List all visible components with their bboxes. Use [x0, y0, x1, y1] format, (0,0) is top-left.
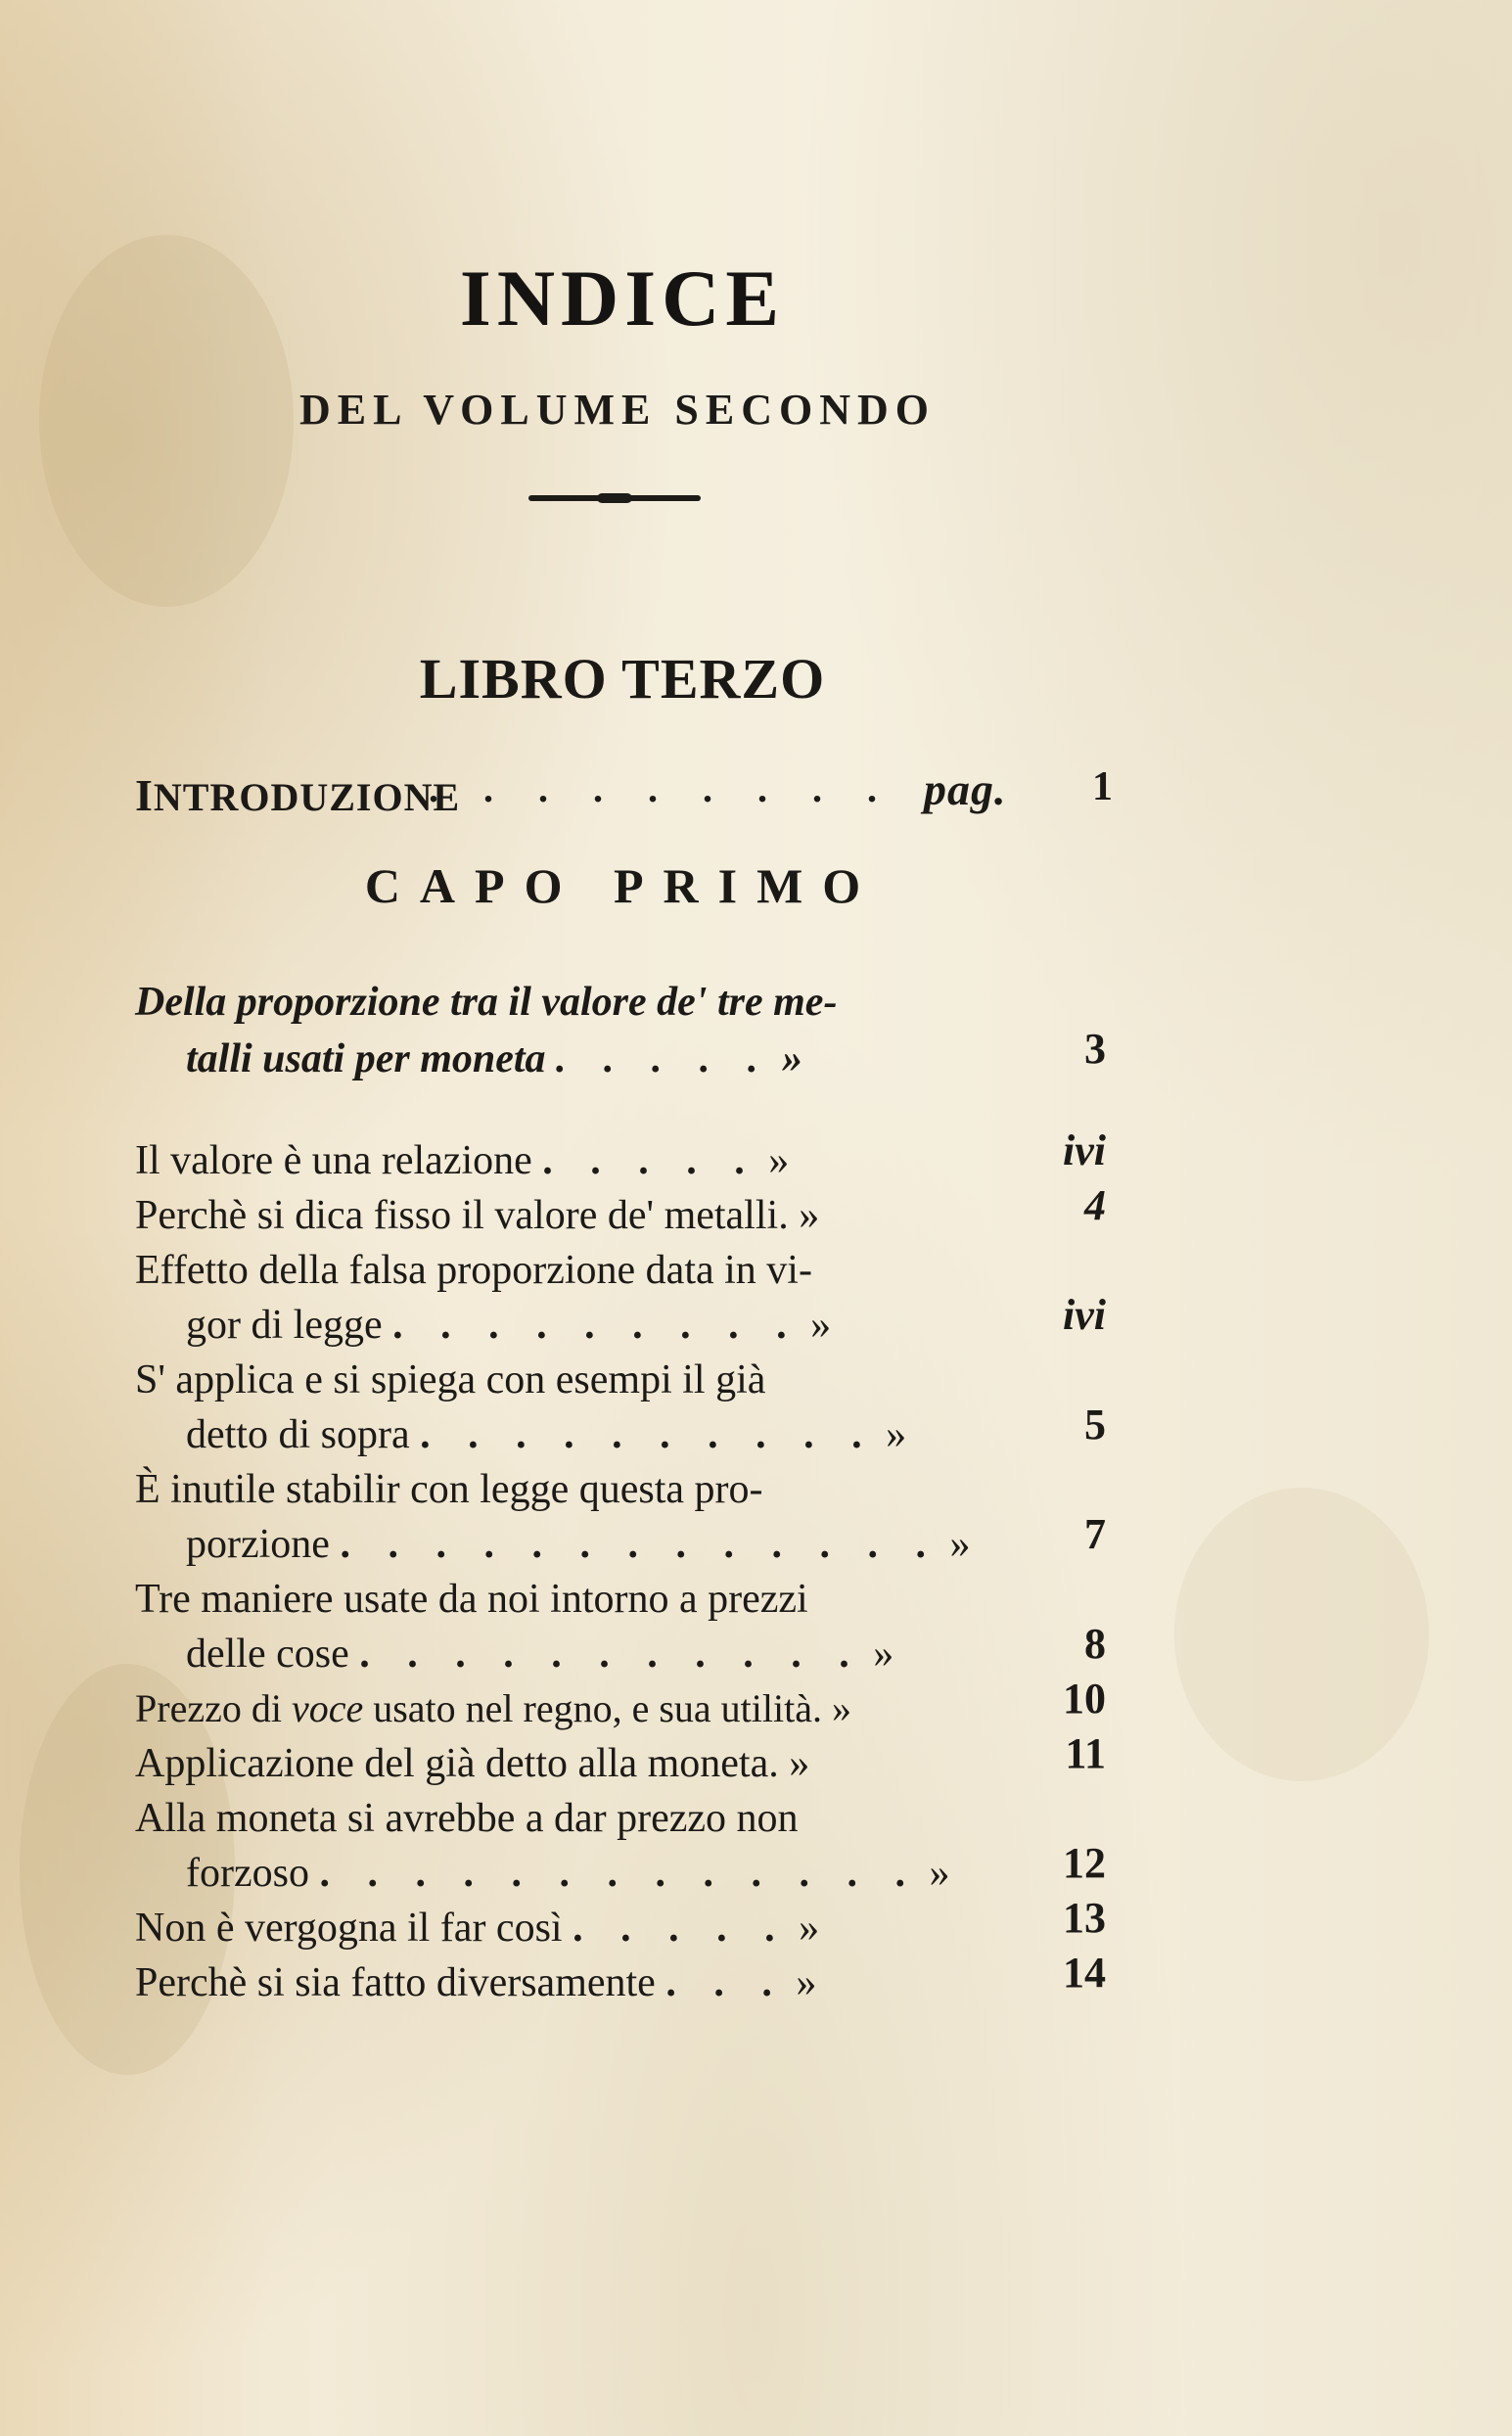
entry-text-continued: detto di sopra . . . . . . . . . . » [186, 1412, 907, 1457]
entry-text: Perchè si sia fatto diversamente . . . » [135, 1960, 817, 2005]
ditto-mark: » [789, 1741, 810, 1786]
ditto-mark: » [886, 1412, 907, 1457]
volume-subtitle: DEL VOLUME SECONDO [299, 386, 936, 434]
page-number: 14 [1063, 1949, 1106, 1997]
ditto-mark: » [768, 1138, 790, 1183]
entry-text-continued: porzione . . . . . . . . . . . . . » [186, 1522, 971, 1567]
introduction-label: INTRODUZIONE [135, 770, 461, 820]
entry-text: Prezzo di voce usato nel regno, e sua utilità. » [135, 1686, 851, 1730]
ditto-mark: » [799, 1906, 820, 1951]
page-number: 5 [1084, 1401, 1106, 1448]
introduction-entry[interactable] [135, 764, 1114, 828]
page-number: 1 [1092, 764, 1114, 809]
pag-label: pag. [924, 764, 1007, 814]
page-number: 4 [1084, 1181, 1106, 1229]
page-number: 10 [1063, 1675, 1106, 1723]
leader-dots: . . . [665, 1960, 786, 2005]
leader-dots: . . . . . [556, 1036, 772, 1081]
entry-text: Tre maniere usate da noi intorno a prezzi [135, 1577, 808, 1622]
entry-text: Il valore è una relazione . . . . . » [135, 1138, 790, 1183]
ditto-mark: » [949, 1522, 971, 1567]
entry-text: S' applica e si spiega con esempi il già [135, 1357, 766, 1402]
chapter-heading: CAPO PRIMO [364, 858, 881, 913]
leader-dots: . . . . . . . . . . . . . [340, 1522, 939, 1567]
entry-text-continued: talli usati per moneta . . . . . » [186, 1036, 803, 1081]
entry-text: Applicazione del già detto alla moneta. » [135, 1741, 810, 1786]
entry-text: Della proporzione tra il valore de' tre me- [135, 980, 838, 1025]
entry-text-continued: delle cose . . . . . . . . . . . » [186, 1632, 894, 1677]
entry-text: È inutile stabilir con legge questa pro- [135, 1467, 763, 1512]
page-number: ivi [1063, 1291, 1106, 1339]
book-heading: LIBRO TERZO [419, 647, 826, 711]
leader-dots: . . . . . . . . . [429, 766, 894, 810]
index-title: INDICE [459, 253, 786, 343]
entry-text: Effetto della falsa proporzione data in vi- [135, 1248, 812, 1293]
page-number: 13 [1063, 1894, 1106, 1942]
ditto-mark: » [799, 1193, 820, 1238]
leader-dots: . . . . . . . . . . . [359, 1632, 863, 1677]
entry-text-continued: gor di legge . . . . . . . . . » [186, 1303, 832, 1348]
entry-text: Alla moneta si avrebbe a dar prezzo non [135, 1796, 799, 1841]
page-number: ivi [1063, 1126, 1106, 1174]
entry-text: Perchè si dica fisso il valore de' metalli. » [135, 1193, 820, 1238]
ditto-mark: » [796, 1960, 817, 2005]
page-number: 12 [1063, 1839, 1106, 1887]
ditto-mark: » [929, 1851, 950, 1896]
leader-dots: . . . . . . . . . . [420, 1412, 876, 1457]
ditto-mark: » [832, 1686, 851, 1730]
page-number: 8 [1084, 1620, 1106, 1668]
entry-text: Non è vergogna il far così . . . . . » [135, 1906, 820, 1951]
ornamental-rule [528, 495, 701, 501]
leader-dots: . . . . . . . . . [392, 1303, 801, 1348]
ditto-mark: » [873, 1632, 894, 1677]
entry-text-continued: forzoso . . . . . . . . . . . . . » [186, 1851, 950, 1896]
page-number: 3 [1084, 1025, 1106, 1073]
paper-stain [1174, 1488, 1429, 1781]
ditto-mark: » [810, 1303, 832, 1348]
leader-dots: . . . . . . . . . . . . . [319, 1851, 919, 1896]
leader-dots: . . . . . [573, 1906, 789, 1951]
ditto-mark: » [782, 1036, 803, 1081]
leader-dots: . . . . . [542, 1138, 758, 1183]
page-number: 11 [1065, 1729, 1106, 1777]
page-number: 7 [1084, 1510, 1106, 1558]
italic-term: voce [291, 1686, 364, 1730]
